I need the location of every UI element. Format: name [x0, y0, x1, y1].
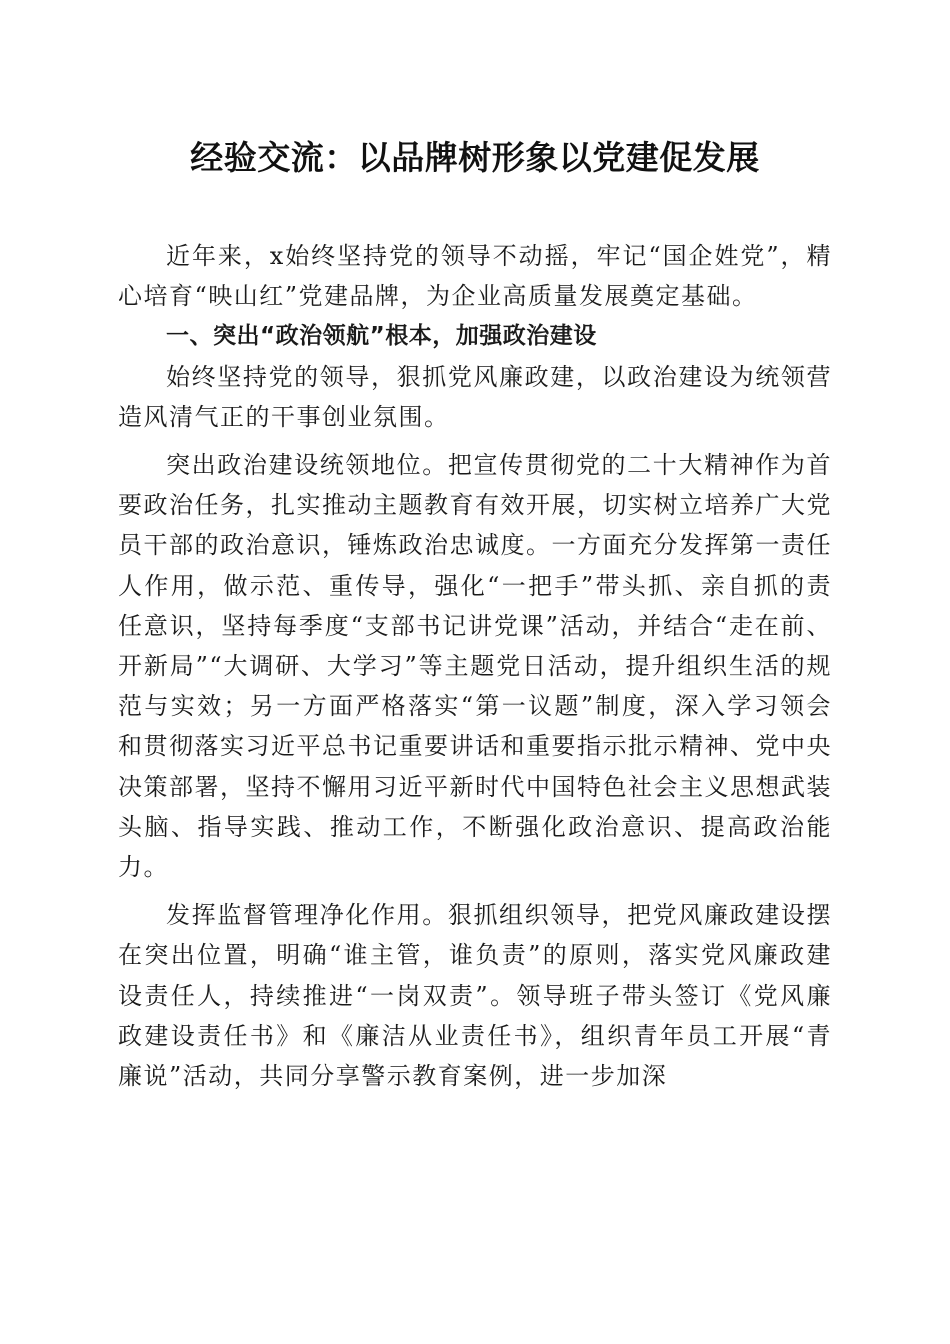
section-1-heading: 一、突出“政治领航”根本，加强政治建设 [166, 323, 597, 350]
section-1-paragraph-2: 发挥监督管理净化作用。狠抓组织领导，把党风廉政建设摆在突出位置，明确“谁主管，谁负责”的原则，落实党风廉政建设责任人，持续推进“一岗双责”。领导班子带头签订《党风廉政建设责任书》和《廉洁从业责任书》，组织青年员工开展“青廉说”活动，共同分享警示教育案例，进一步加深 [118, 901, 832, 1091]
document-title: 经验交流：以品牌树形象以党建促发展 [190, 138, 760, 177]
section-1-paragraph-1: 突出政治建设统领地位。把宣传贯彻党的二十大精神作为首要政治任务，扎实推动主题教育有效开展，切实树立培养广大党员干部的政治意识，锤炼政治忠诚度。一方面充分发挥第一责任人作用，做示范、重传导，强化“一把手”带头抓、亲自抓的责任意识，坚持每季度“支部书记讲党课”活动，并结合“走在前、开新局”“大调研、大学习”等主题党日活动，提升组织生活的规范与实效；另一方面严格落实“第一议题”制度，深入学习领会和贯彻落实习近平总书记重要讲话和重要指示批示精神、党中央决策部署，坚持不懈用习近平新时代中国特色社会主义思想武装头脑、指导实践、推动工作，不断强化政治意识、提高政治能力。 [118, 451, 832, 882]
document-body [118, 236, 832, 1096]
intro-paragraph: 近年来，x始终坚持党的领导不动摇，牢记“国企姓党”，精心培育“映山红”党建品牌，为企业高质量发展奠定基础。 [118, 242, 832, 311]
section-1-lead-paragraph: 始终坚持党的领导，狠抓党风廉政建，以政治建设为统领营造风清气正的干事创业氛围。 [118, 362, 832, 431]
document-page [118, 130, 832, 1096]
